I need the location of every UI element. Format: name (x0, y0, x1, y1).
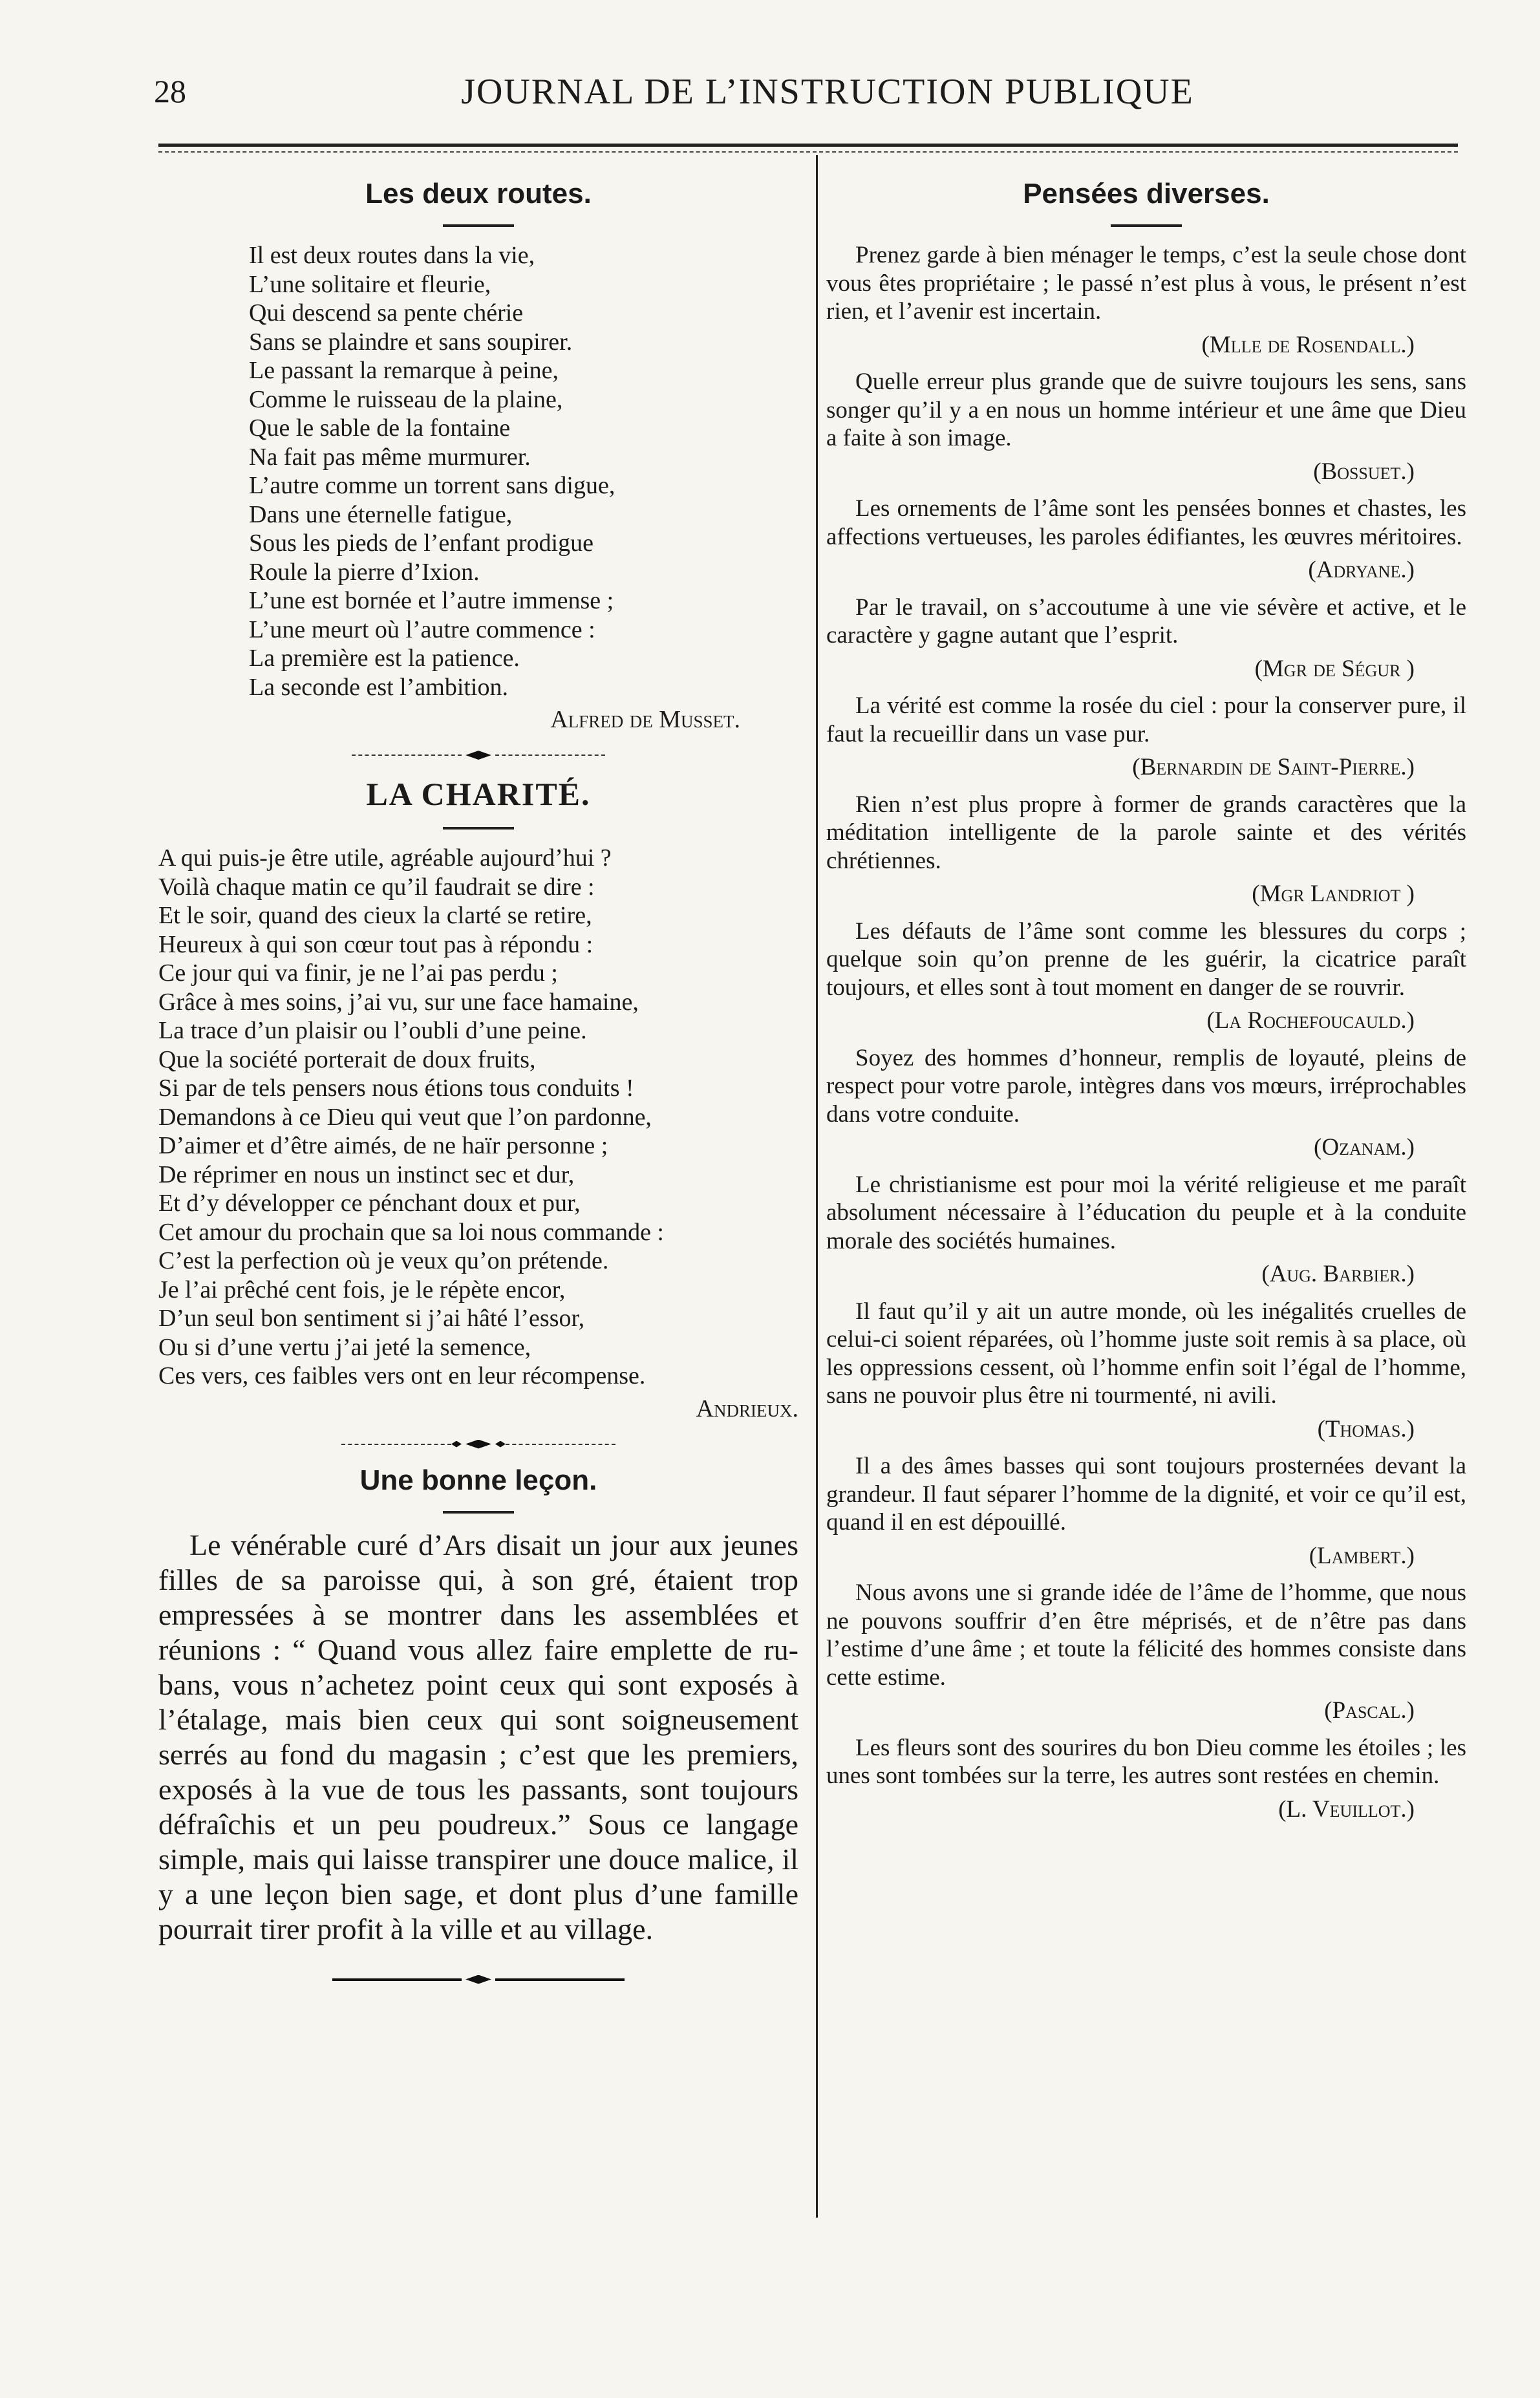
quote-text: Quelle erreur plus grande que de suivre toujours les sens, sans songer qu’il y a en nous un homme intérieur et une âme que Dieu a faite à son image. (826, 369, 1466, 451)
quote-author: (Mlle de Rosendall.) (1201, 331, 1415, 358)
poem-line: C’est la perfection où je veux qu’on prétende. (158, 1247, 609, 1274)
quote-item (826, 1734, 1466, 1824)
poem-line: L’une solitaire et fleurie, (249, 270, 491, 298)
quote-author: (La Rochefoucauld.) (1206, 1007, 1415, 1034)
poem-line: Ce jour qui va finir, je ne l’ai pas perdu ; (158, 959, 558, 987)
poem2-author: Andrieux. (696, 1395, 798, 1422)
quote-text: Par le travail, on s’accoutume à une vie sévère et active, et le caractère y gagne autant que l’esprit. (826, 594, 1466, 648)
poem2-title: LA CHARITÉ. (366, 776, 591, 812)
quote-item (826, 241, 1466, 359)
quote-author: (Bernardin de Saint-Pierre.) (1132, 754, 1415, 780)
quote-text: Le christianisme est pour moi la vérité religieuse et me paraît absolument nécessaire à l’éducation du peuple et à la conduite morale des sociétés humaines. (826, 1171, 1466, 1254)
title-rule (443, 224, 514, 227)
poem2-body (158, 844, 798, 1391)
quote-text: Les défauts de l’âme sont comme les blessures du corps ; quelque soin qu’on prenne de les guérir, la cicatrice paraît toujours, et elles sont à tout moment en danger de se rouvrir. (826, 917, 1466, 1001)
poem-line: Roule la pierre d’Ixion. (249, 558, 480, 586)
poem-line: L’autre comme un torrent sans digue, (249, 472, 615, 499)
title-rule (1111, 224, 1182, 227)
poem-line: Ou si d’une vertu j’ai jeté la semence, (158, 1333, 531, 1361)
quote-author: (Aug. Barbier.) (1261, 1261, 1415, 1287)
poem-line: Heureux à qui son cœur tout pas à répondu : (158, 930, 594, 958)
journal-title: JOURNAL DE L’INSTRUCTION PUBLIQUE (461, 72, 1194, 112)
end-ornament (158, 1975, 798, 1984)
quote-item (826, 495, 1466, 584)
quote-item (826, 1452, 1466, 1570)
poem-line: Grâce à mes soins, j’ai vu, sur une face hamaine, (158, 988, 639, 1016)
quote-text: Les ornements de l’âme sont les pensées bonnes et chastes, les affections vertueuses, les paroles édifiantes, les œuvres méritoires. (826, 495, 1466, 550)
quote-text: Rien n’est plus propre à former de grands caractères que la méditation intelligente de la parole sainte et des vérités chrétiennes. (826, 791, 1466, 874)
quote-text: Il faut qu’il y ait un autre monde, où les inégalités cruelles de celui-ci soient réparées, où l’homme juste soit remis à sa place, où les oppressions cessent, où l’homme enfin soit l’égal de l’homme, sans ne pouvoir plus être ni tourmenté, ni avili. (826, 1298, 1466, 1409)
quote-item (826, 1044, 1466, 1162)
poem-line: Sans se plaindre et sans soupirer. (249, 328, 573, 356)
poem-line: Si par de tels pensers nous étions tous conduits ! (158, 1075, 634, 1102)
quotes-list (826, 241, 1466, 1823)
quote-item (826, 791, 1466, 908)
quote-author: (Adryane.) (1308, 557, 1415, 583)
left-column (158, 178, 798, 2000)
quote-text: Soyez des hommes d’honneur, remplis de loyauté, pleins de respect pour votre parole, intègres dans vos mœurs, irréprochables dans votre conduite. (826, 1044, 1466, 1128)
poem1-body (249, 241, 798, 701)
quote-item (826, 692, 1466, 782)
thoughts-title: Pensées diverses. (1023, 178, 1270, 209)
poem-line: La première est la patience. (249, 645, 520, 672)
poem-line: De réprimer en nous un instinct sec et dur, (158, 1161, 575, 1188)
quote-item (826, 917, 1466, 1035)
story-title: Une bonne leçon. (359, 1464, 597, 1496)
column-divider (816, 155, 818, 2218)
poem-line: Qui descend sa pente chérie (249, 299, 524, 327)
story-text: Le vénérable curé d’Ars disait un jour aux jeunes filles de sa paroisse qui, à son gré, étaient trop empressées à se montrer dans les assemblées et réunions : “ Quand vous allez faire emplette de rubans, vous n’achetez point ceux qui sont exposés à l’étalage, mais bien ceux qui sont soigneusement serrés au fond du magasin ; c’est que les premiers, exposés à la vue de tous les passants, sont toujours défraîchis et un peu poudreux.” Sous ce langage simple, mais qui laisse transpirer une douce malice, il y a une leçon bien sage, et dont plus d’une famille pourrait tirer profit à la ville et au village. (158, 1528, 798, 1945)
title-rule (443, 1511, 514, 1514)
poem-line: D’aimer et d’être aimés, de ne haïr personne ; (158, 1132, 608, 1159)
poem-line: Na fait pas même murmurer. (249, 443, 531, 471)
ornament-divider (158, 1440, 798, 1449)
poem-line: D’un seul bon sentiment si j’ai hâté l’essor, (158, 1305, 585, 1332)
poem-line: Il est deux routes dans la vie, (249, 242, 535, 269)
title-rule (443, 827, 514, 830)
quote-author: (Mgr de Ségur ) (1254, 655, 1415, 682)
quote-item (826, 1298, 1466, 1444)
poem-line: Je l’ai prêché cent fois, je le répète encor, (158, 1276, 566, 1303)
quote-author: (Ozanam.) (1314, 1134, 1415, 1161)
quote-item (826, 368, 1466, 486)
poem-line: Et le soir, quand des cieux la clarté se retire, (158, 902, 592, 929)
poem-line: Comme le ruisseau de la plaine, (249, 385, 563, 413)
poem-line: Demandons à ce Dieu qui veut que l’on pardonne, (158, 1103, 652, 1131)
quote-author: (Pascal.) (1324, 1697, 1415, 1724)
poem-line: Ces vers, ces faibles vers ont en leur récompense. (158, 1362, 646, 1389)
poem-line: Que la société porterait de doux fruits, (158, 1045, 536, 1073)
poem-line: A qui puis-je être utile, agréable aujourd’hui ? (158, 844, 612, 872)
poem-line: La trace d’un plaisir ou l’oubli d’une peine. (158, 1017, 587, 1044)
quote-text: Prenez garde à bien ménager le temps, c’est la seule chose dont vous êtes propriétaire ; le passé n’est plus à vous, le présent n’est rien, et l’avenir est incertain. (826, 242, 1466, 325)
poem1-author: Alfred de Musset. (550, 706, 740, 733)
poem-line: Que le sable de la fontaine (249, 414, 511, 442)
quote-text: Les fleurs sont des sourires du bon Dieu comme les étoiles ; les unes sont tombées sur la terre, les autres sont restées en chemin. (826, 1734, 1466, 1789)
quote-text: La vérité est comme la rosée du ciel : pour la conserver pure, il faut la recueillir dans un vase pur. (826, 692, 1466, 747)
quote-item (826, 1171, 1466, 1289)
poem-line: Voilà chaque matin ce qu’il faudrait se dire : (158, 873, 595, 901)
quote-text: Il a des âmes basses qui sont toujours prosternées devant la grandeur. Il faut séparer l’homme de la dignité, et voir ce qu’il est, quand il en est dépouillé. (826, 1453, 1466, 1536)
poem1-title: Les deux routes. (365, 178, 592, 209)
quote-author: (Thomas.) (1317, 1415, 1415, 1442)
poem-line: L’une meurt où l’autre commence : (249, 616, 595, 643)
quote-item (826, 1579, 1466, 1725)
poem-line: L’une est bornée et l’autre immense ; (249, 587, 614, 614)
quote-author: (Lambert.) (1309, 1542, 1415, 1569)
ornament-divider (158, 751, 798, 760)
quote-text: Nous avons une si grande idée de l’âme de l’homme, que nous ne pouvons souffrir d’en être méprisés, et de n’être pas dans l’estime d’une âme ; et toute la félicité des hommes consiste dans cette estime. (826, 1579, 1466, 1691)
header-rule-dashed (158, 151, 1458, 153)
poem-line: Dans une éternelle fatigue, (249, 500, 513, 528)
right-column (826, 178, 1466, 1832)
poem-line: Cet amour du prochain que sa loi nous commande : (158, 1218, 664, 1246)
quote-item (826, 594, 1466, 683)
header-rule (158, 144, 1458, 147)
quote-author: (Bossuet.) (1313, 458, 1415, 485)
quote-author: (Mgr Landriot ) (1252, 881, 1415, 907)
poem-line: La seconde est l’ambition. (249, 673, 508, 701)
quote-author: (L. Veuillot.) (1278, 1795, 1415, 1823)
poem-line: Sous les pieds de l’enfant prodigue (249, 530, 594, 557)
page-number: 28 (154, 73, 186, 109)
poem-line: Et d’y développer ce pénchant doux et pur, (158, 1190, 581, 1217)
poem-line: Le passant la remarque à peine, (249, 357, 559, 384)
